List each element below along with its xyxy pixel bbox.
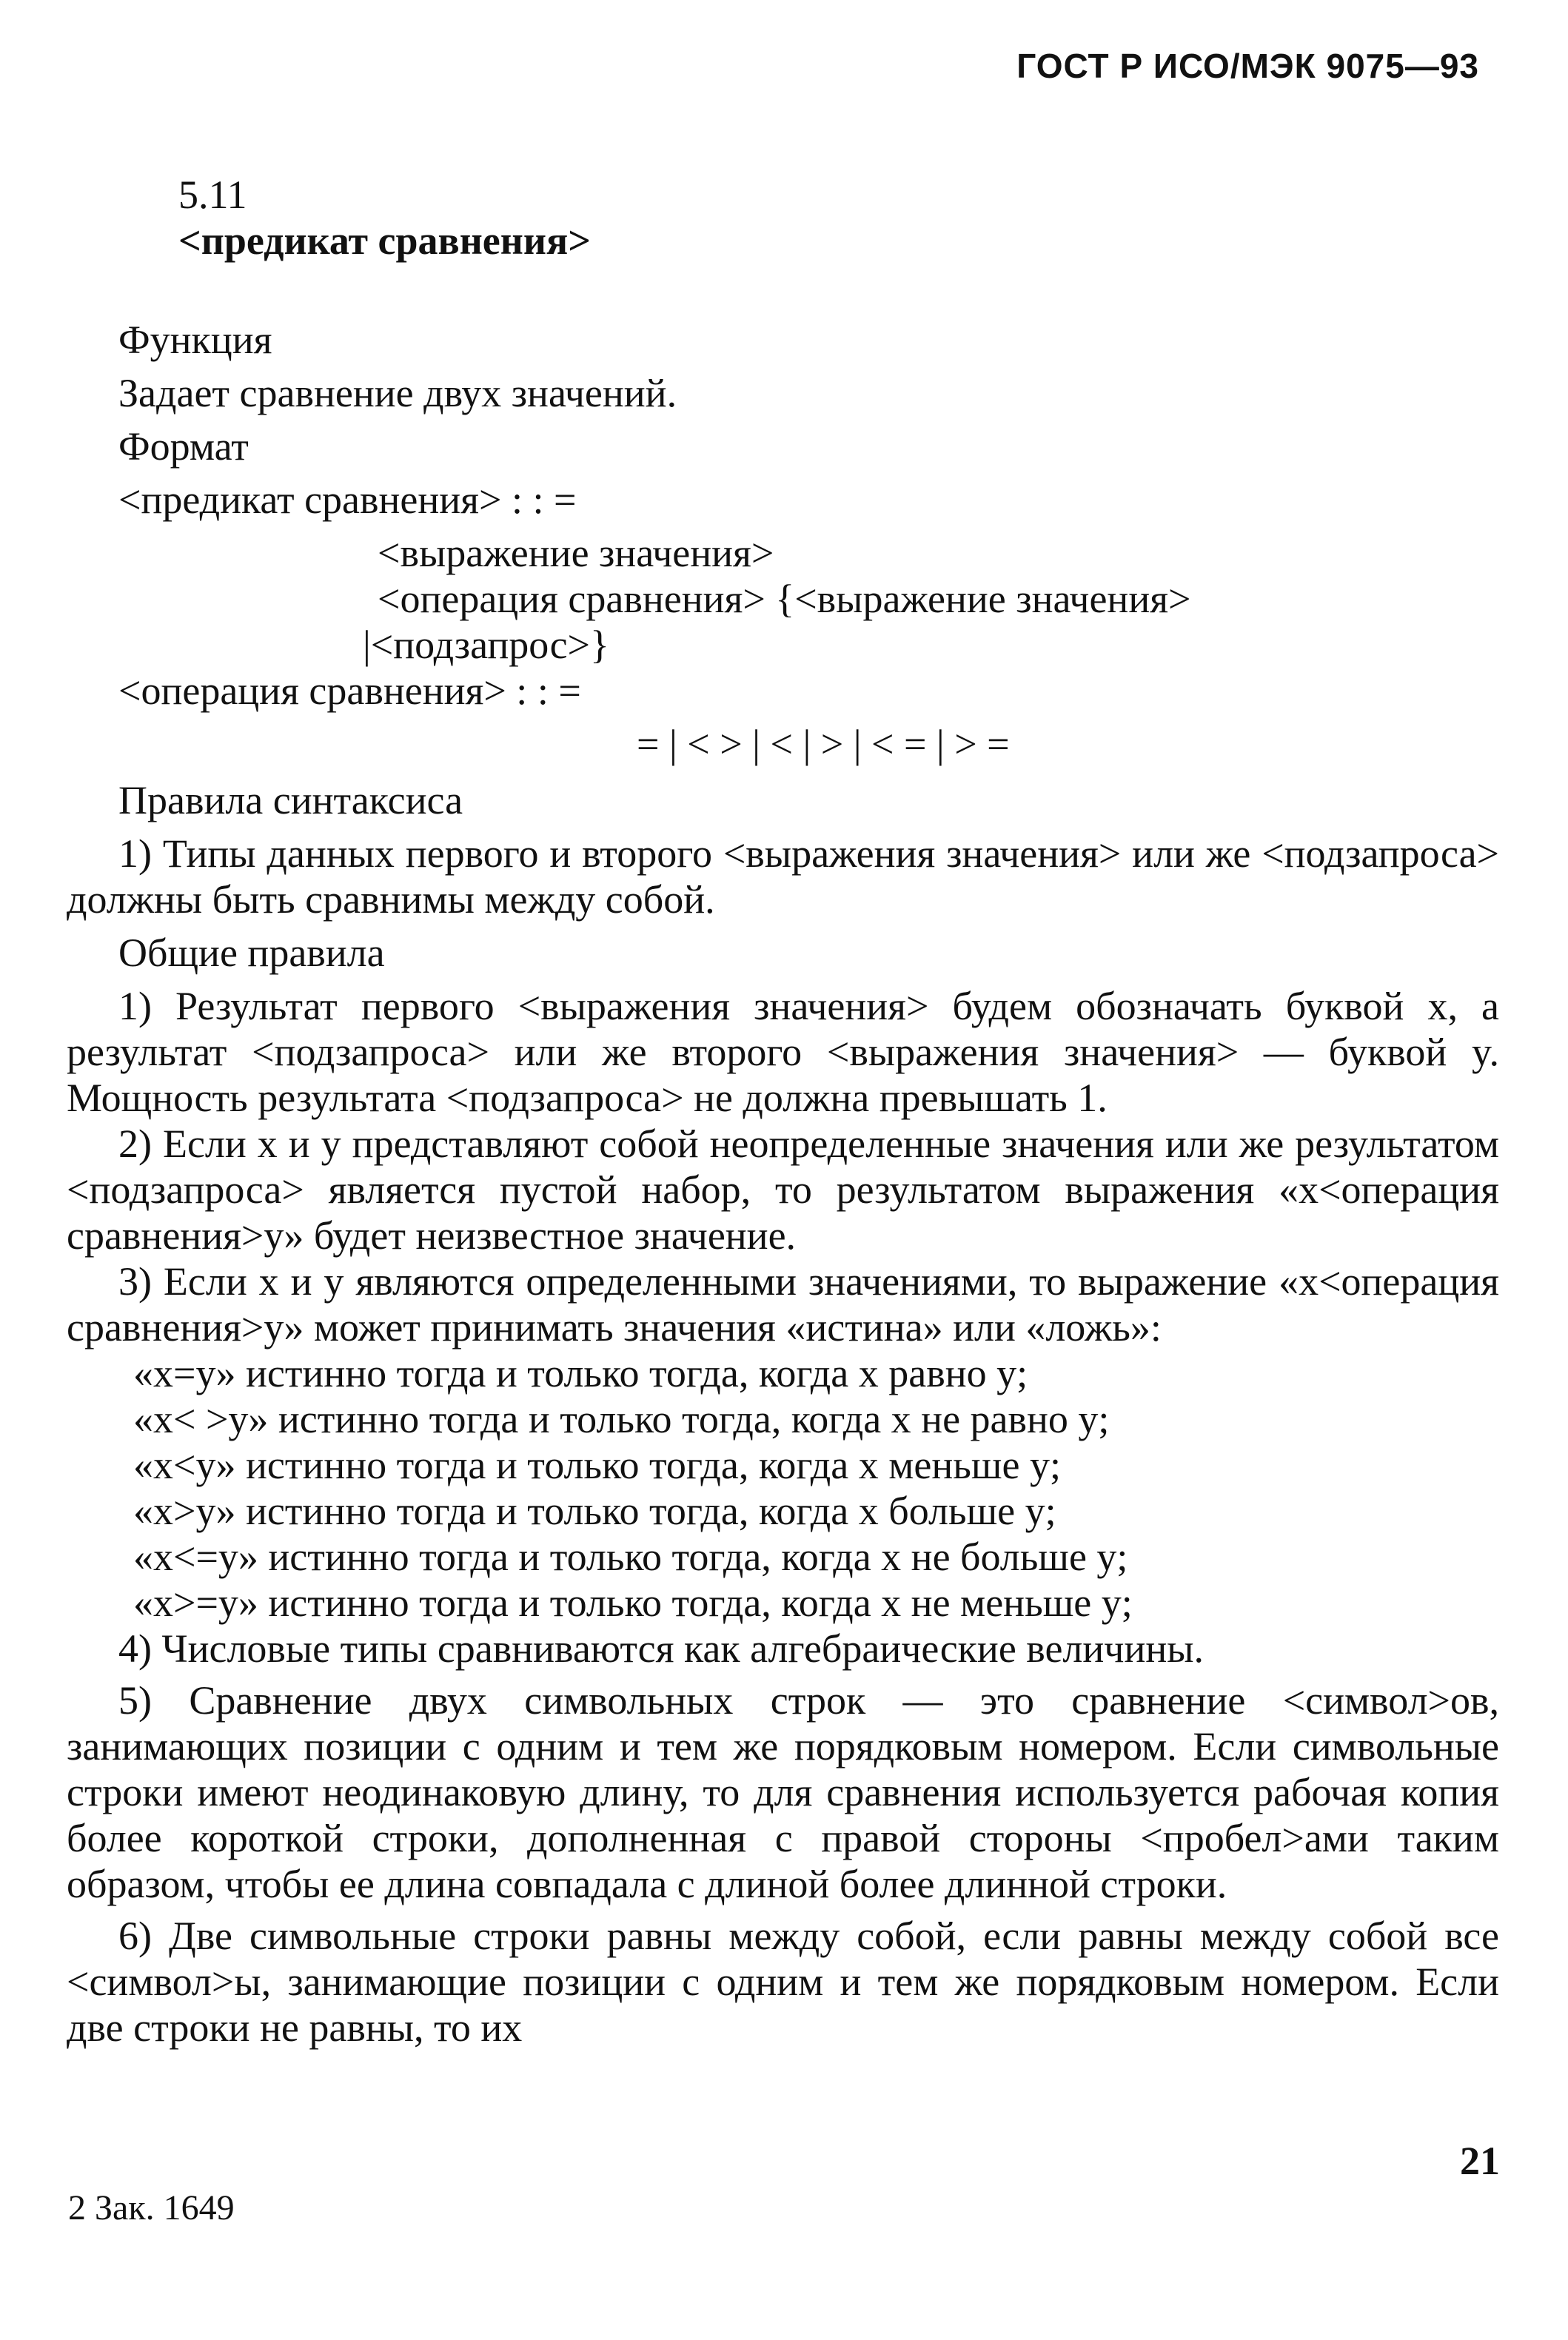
format-line: <операция сравнения> {<выражение значения> (378, 577, 1191, 621)
comparison-item: «x<y» истинно тогда и только тогда, когда x меньше y; (133, 1443, 1061, 1487)
print-order-note: 2 Зак. 1649 (68, 2188, 235, 2227)
format-heading: Формат (118, 424, 249, 469)
function-heading: Функция (118, 318, 272, 362)
format-line: |<подзапрос>} (363, 623, 609, 667)
general-rule: 1) Результат первого <выражения значения> будем обозначать буквой x, а результат <подзапроса> или же второго <выражения значения> — буквой y. Мощность результата <подзапроса> не должна превышать 1. (67, 984, 1499, 1120)
section-number: 5.11 (178, 172, 247, 217)
general-rule: 6) Две символьные строки равны между собой, если равны между собой все <символ>ы, занимающие позиции с одним и тем же порядковым номером. Если две строки не равны, то их (67, 1914, 1499, 2050)
format-line: <предикат сравнения> : : = (118, 477, 577, 522)
comparison-item: «x< >y» истинно тогда и только тогда, когда x не равно y; (133, 1397, 1110, 1441)
format-line: <операция сравнения> : : = (118, 668, 581, 713)
general-rule: 4) Числовые типы сравниваются как алгебраические величины. (118, 1626, 1205, 1671)
syntax-heading: Правила синтаксиса (118, 778, 463, 822)
general-rule: 3) Если x и y являются определенными значениями, то выражение «x<операция сравнения>y» может принимать значения «истина» или «ложь»: (67, 1259, 1499, 1350)
format-line: <выражение значения> (378, 531, 774, 575)
general-rule: 2) Если x и y представляют собой неопределенные значения или же результатом <подзапроса> является пустой набор, то результатом выражения «x<операция сравнения>y» будет неизвестное значение. (67, 1122, 1499, 1258)
comparison-item: «x>=y» истинно тогда и только тогда, когда x не меньше y; (133, 1580, 1133, 1625)
document-header: ГОСТ Р ИСО/МЭК 9075—93 (1016, 47, 1479, 85)
section-heading (118, 126, 1499, 309)
comparison-item: «x>y» истинно тогда и только тогда, когда x больше y; (133, 1489, 1056, 1533)
comparison-item: «x<=y» истинно тогда и только тогда, когда x не больше y; (133, 1535, 1128, 1579)
section-title: <предикат сравнения> (178, 218, 591, 263)
comparison-item: «x=y» истинно тогда и только тогда, когда x равно y; (133, 1351, 1028, 1395)
general-rules-heading: Общие правила (118, 931, 385, 975)
function-text: Задает сравнение двух значений. (118, 371, 677, 415)
format-line: = | < > | < | > | < = | > = (637, 722, 1010, 766)
comparison-list (133, 1350, 1499, 1626)
page-number: 21 (1460, 2139, 1500, 2183)
syntax-rule: 1) Типы данных первого и второго <выражения значения> или же <подзапроса> должны быть сравнимы между собой. (67, 831, 1499, 922)
general-rule: 5) Сравнение двух символьных строк — это сравнение <символ>ов, занимающих позиции с одним и тем же порядковым номером. Если символьные строки имеют неодинаковую длину, то для сравнения используется рабочая копия более короткой строки, дополненная с правой стороны <пробел>ами таким образом, чтобы ее длина совпадала с длиной более длинной строки. (67, 1678, 1499, 1906)
page-body (67, 126, 1499, 2051)
